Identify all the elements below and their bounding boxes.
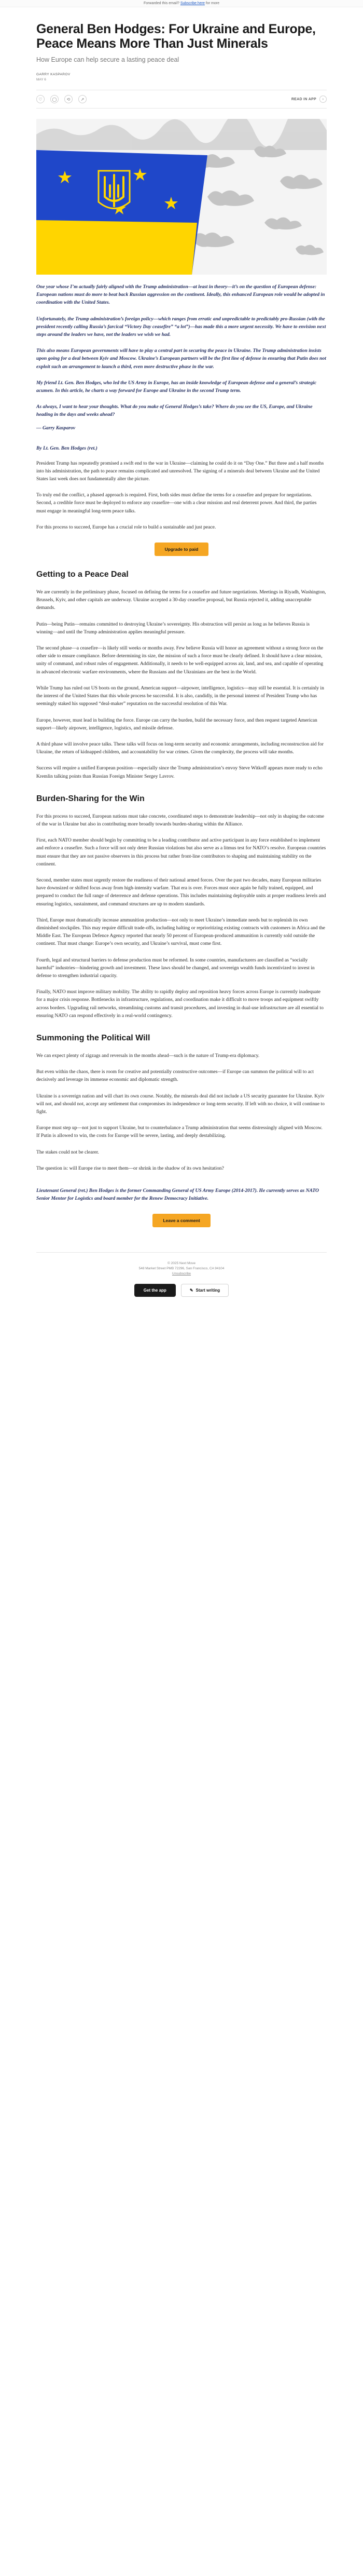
subscribe-link[interactable]: Subscribe here: [180, 2, 205, 5]
body-paragraph: Fourth, legal and structural barriers to defense production must be reformed. In some countries, manufacturers are classified as “socially harmful” industries—hindering growth and investment. These laws should be changed, and sovereign wealth funds incentivized to invest in defense to strengthen industrial capacity.: [36, 957, 315, 979]
body-paragraph: A third phase will involve peace talks. These talks will focus on long-term security and economic arrangements, including reconstruction aid for Ukraine, the return of kidnapped children, and accountability for war crimes. Given the complexity, the process will take months.: [36, 741, 324, 755]
body-paragraph: But even within the chaos, there is room for creative and potentially constructive outcomes—if Europe can summon the political will to act decisively and leverage its immense economic and diplomatic strength.: [36, 1069, 314, 1083]
post-action-bar: [36, 90, 327, 109]
footer-address: 548 Market Street PMB 72296, San Francisco, CA 94104: [138, 1267, 225, 1271]
footer: [36, 1252, 327, 1307]
editor-note-5: As always, I want to hear your thoughts. What do you make of General Hodges’s take? Where do you see the US, Europe, and Ukraine heading in the days and weeks ahead?: [36, 404, 313, 418]
editor-note-3: This also means European governments will have to play a central part in securing the peace in Ukraine. The Trump administration insists upon going for a deal between Kyiv and Moscow. Ukraine’s European partners will be the first line of defense in ensuring that Putin does not exploit such an arrangement to launch a third, even more destructive phase in the war.: [36, 348, 326, 370]
leave-comment-button[interactable]: Leave a comment: [152, 1214, 210, 1227]
eu-ukraine-flag-illustration: [36, 119, 327, 275]
body-paragraph: We can expect plenty of zigzags and reversals in the months ahead—such is the nature of Trump-era diplomacy.: [36, 1052, 260, 1059]
upgrade-cta: [36, 543, 327, 556]
body-paragraph: Third, Europe must dramatically increase ammunition production—not only to meet Ukraine’s immediate needs but to replenish its own diminished stockpiles. This may require difficult trade-offs, including halting or reprioritizing existing contracts with customers in Africa and the Middle East. The European Defence Agency reported that nearly 50 percent of European-produced ammunition is currently sold outside the continent. That must change: Europe’s own security, and Ukraine’s survival, must come first.: [36, 917, 325, 947]
comment-icon[interactable]: ◯: [50, 95, 59, 103]
body-paragraph: Second, member states must urgently restore the readiness of their national armed forces. Over the past two decades, many European militaries have downsized or shifted focus away from high-intensity warfare. That era is over. Forces must once again be fully trained, equipped, and prepared to conduct the full range of deterrence and defense operations. This includes maintaining deployable units at proper readiness levels and ensuring logistics, sustainment, and command structures are up to modern standards.: [36, 877, 326, 907]
body-paragraph: The stakes could not be clearer.: [36, 1149, 99, 1155]
post-title: General Ben Hodges: For Ukraine and Europe, Peace Means More Than Just Minerals: [36, 22, 316, 51]
body-paragraph: Success will require a unified European position—especially since the Trump administration’s envoy Steve Witkoff appears more ready to echo Kremlin talking points than Russian Foreign Minister Sergey Lavrov.: [36, 765, 323, 779]
forward-banner: [0, 0, 363, 7]
post-container: [36, 7, 327, 1307]
body-paragraph: Europe, however, must lead in building the force. Europe can carry the burden, build the necessary force, and then request targeted American support—likely airpower, intelligence, logistics, and missile defense.: [36, 717, 317, 731]
section-peace-deal: [36, 570, 327, 780]
post-author[interactable]: GARRY KASPAROV: [36, 73, 71, 76]
footer-copyright: © 2025 Next Move: [167, 1262, 196, 1266]
start-writing-button[interactable]: [181, 1284, 229, 1297]
editor-note-1: One year whose I’m actually fairly aligned with the Trump administration—at least in theory—it’s on the question of European defense: European nations must do more to beat back Russian aggression on the continent. Ideally, this enhanced European role would be adopted in coordination with the United States.: [36, 284, 325, 306]
body-paragraph: Finally, NATO must improve military mobility. The ability to rapidly deploy and reposition heavy forces across Europe is currently inadequate for a major crisis response. Bottlenecks in infrastructure, regulations, and coordination make it difficult to move troops and equipment swiftly across borders. Upgrading rail networks, streamlining customs and transit procedures, and investing in dual-use infrastructure are all essential to ensuring NATO can respond effectively in a real-world contingency.: [36, 989, 324, 1019]
get-app-button[interactable]: Get the app: [134, 1284, 176, 1297]
intro-paragraph-2: To truly end the conflict, a phased approach is required. First, both sides must define the terms for a ceasefire and prepare for negotiations. Second, a credible force must be deployed to enforce any ceasefire—one with a clear mission and real deterrent power. And third, the parties must engage in meaningful long-term peace talks.: [36, 492, 317, 514]
author-bio: Lieutenant General (ret.) Ben Hodges is the former Commanding General of US Army Europe (2014-2017). He currently serves as NATO Senior Mentor for Logistics and board member for the Renew Democracy Initiative.: [36, 1188, 319, 1202]
pencil-icon: ✎: [189, 1288, 193, 1293]
editor-note-2: Unfortunately, the Trump administration’s foreign policy—which ranges from erratic and unpredictable to predictably pro-Russian (with the president recently calling Russia’s farcical “Victory Day ceasefire” “a lot”)—has made this a more urgent necessity. We have to envision next steps around the leaders we have, not the leaders we wish we had.: [36, 316, 326, 338]
unsubscribe-link[interactable]: Unsubscribe: [172, 1272, 191, 1276]
footer-cta-row: [36, 1284, 327, 1307]
editor-note-4: My friend Lt. Gen. Ben Hodges, who led the US Army in Europe, has an inside knowledge of European defense and a general’s strategic acumen. In this article, he charts a way forward for Europe and Ukraine in the second Trump term.: [36, 379, 317, 394]
section-heading: Getting to a Peace Deal: [36, 570, 129, 579]
body-paragraph: For this process to succeed, European nations must take concrete, coordinated steps to demonstrate leadership—not only in shaping the outcome of the war in Ukraine but also in contributing more broadly towards burden-sharing within the Alliance.: [36, 813, 324, 827]
body-paragraph: First, each NATO member should begin by committing to be a leading contributor and active participant in any force established to implement and enforce a ceasefire. Such a force will not only deter Russian violations but also serve as a litmus test for NATO’s resolve. European countries must ensure that they are not passive observers in this process but rather front-line contributors to shaping and maintaining stability on the continent.: [36, 837, 326, 867]
hero-image: [36, 119, 327, 275]
arrow-icon: ›: [319, 96, 327, 103]
body-paragraph: Putin—being Putin—remains committed to destroying Ukraine’s sovereignty. His obstruction will persist as long as he believes Russia is winning—and until the Trump administration applies meaningful pressure.: [36, 621, 310, 635]
body-paragraph: Europe must step up—not just to support Ukraine, but to counterbalance a Trump administration that seems distressingly aligned with Moscow. If Putin is allowed to win, the costs for Europe will be severe, lasting, and deeply destabilizing.: [36, 1125, 323, 1139]
intro-paragraph-3: For this process to succeed, Europe has a crucial role to build a sustainable and just peace.: [36, 524, 216, 530]
comment-cta: [36, 1214, 327, 1227]
forward-suffix: for more: [205, 2, 219, 5]
forward-text: Forwarded this email?: [144, 2, 179, 5]
post-subtitle: How Europe can help secure a lasting peace deal: [36, 56, 179, 63]
upgrade-button[interactable]: Upgrade to paid: [155, 543, 209, 556]
heart-icon[interactable]: ♡: [36, 95, 45, 103]
body-paragraph: We are currently in the preliminary phase, focused on defining the terms for a ceasefire and future negotiations. Meetings in Riyadh, Washington, Brussels, Kyiv, and other capitals are underway. Ukraine accepted a 30-day ceasefire proposal, but Russia rejected it, adding unacceptable demands.: [36, 589, 326, 611]
editor-signature: — Garry Kasparov: [36, 425, 76, 431]
section-burden-sharing: [36, 794, 327, 1020]
restack-icon[interactable]: ⟲: [64, 95, 73, 103]
article-byline: By Lt. Gen. Ben Hodges (ret.): [36, 445, 97, 451]
body-paragraph: The second phase—a ceasefire—is likely still weeks or months away. Few believe Russia will honor an agreement without a strong force on the other side to ensure compliance. Before determining its size, the mission of such a force must be clearly defined. It should have a clear mission, unity of command, and robust rules of engagement. Additionally, it needs to be well-equipped across air, land, and sea, and capable of operating in advanced electronic warfare environments, where the Russians and the Ukrainians are the best in the World.: [36, 645, 324, 675]
start-writing-label: Start writing: [196, 1288, 220, 1293]
read-in-app-button[interactable]: [291, 96, 327, 103]
trident-emblem: [99, 171, 130, 209]
read-in-app-label: READ IN APP: [291, 97, 316, 101]
section-heading: Summoning the Political Will: [36, 1033, 150, 1042]
share-icon[interactable]: ↗: [78, 95, 87, 103]
body-paragraph: The question is: will Europe rise to meet them—or shrink in the shadow of its own hesitation?: [36, 1165, 224, 1171]
section-heading: Burden-Sharing for the Win: [36, 794, 145, 803]
section-political-will: [36, 1033, 327, 1172]
body-paragraph: Ukraine is a sovereign nation and will chart its own course. Notably, the minerals deal did not include a US security guarantee for Ukraine. Kyiv will not, and should not, accept any settlement that compromises its independence or long-term security. If left with no choice, it will continue to fight.: [36, 1093, 325, 1115]
post-date: MAY 6: [36, 78, 46, 82]
intro-paragraph-1: President Trump has repeatedly promised a swift end to the war in Ukraine—claiming he could do it on “Day One.” But three and a half months into his administration, the path to peace remains complicated and unresolved. The signing of a minerals deal between Ukraine and the United States last week does not fundamentally alter the picture.: [36, 460, 324, 482]
body-paragraph: While Trump has ruled out US boots on the ground, American support—airpower, intelligence, logistics—may still be essential. It is certainly in the interest of the United States that this whole process be successful. It is also, candidly, in the personal interest of President Trump who has seemingly staked his supposed “deal-maker” reputation on the successful resolution of this War.: [36, 685, 324, 707]
